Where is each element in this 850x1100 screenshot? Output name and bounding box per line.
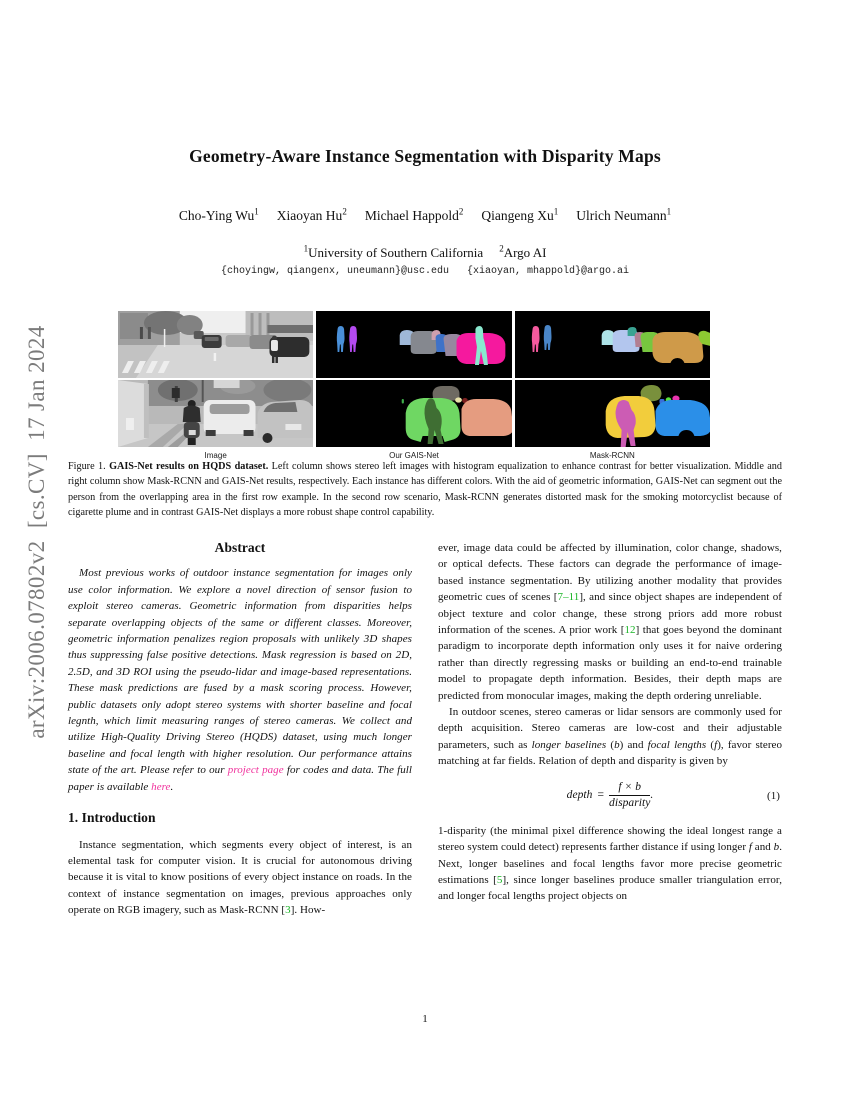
right-paragraph-3 xyxy=(438,823,782,905)
abstract-text: Most previous works of outdoor instance segmentation for images only use color information. We explore a novel direction of sensor fusion to exploit stereo cameras. Geometric information from disparities helps separate overlapping objects of the same or different classes. Moreover, geometric information penalizes region proposals with unlikely 3D shapes thus suppressing false positive detections. Mask regression is based on 2D, 2.5D, and 3D ROI using the pseudo-lidar and image-based representations. These mask predictions are fused by a mask scoring process. However, public datasets only adopt stereo systems with shorter baseline and focal legnth, which limit measuring ranges of stereo cameras. We collect and utilize High-Quality Driving Stereo (HQDS) dataset, using much longer baseline and focal length with higher resolution. Our performance attains state of the art. Please refer to our xyxy=(68,567,412,777)
gaisnet-masks-row2 xyxy=(316,380,511,447)
left-column xyxy=(68,540,412,919)
right-paragraph-1 xyxy=(438,540,782,704)
equation-number: (1) xyxy=(767,789,780,802)
math-var-f: f xyxy=(714,738,718,751)
introduction-paragraph xyxy=(68,837,412,919)
emphasis-focal-lengths: focal lengths xyxy=(647,738,707,751)
maskrcnn-masks-row2 xyxy=(515,380,710,447)
math-var-b: b xyxy=(614,738,620,751)
car-mask xyxy=(655,400,710,436)
arxiv-watermark: arXiv:2006.07802v2 [cs.CV] 17 Jan 2024 xyxy=(24,325,49,739)
fraction-numerator: f × b xyxy=(609,781,650,796)
body-text: ], and since object shapes are independent of object texture and color change, these strong priors add more robust information of the scenes. A prior work [ xyxy=(438,591,783,637)
author-name: Xiaoyan Hu xyxy=(276,208,343,223)
body-text: . Next, longer baselines and focal lengths favor more precise geometric estimations [ xyxy=(438,841,783,886)
intro-text: ]. How- xyxy=(290,904,326,917)
abstract-heading: Abstract xyxy=(214,540,266,555)
email-usc: {choyingw, qiangenx, uneumann}@usc.edu xyxy=(220,266,449,277)
caption-bold: GAIS-Net results on HQDS dataset. xyxy=(109,461,269,472)
here-link[interactable]: here xyxy=(151,780,171,793)
email-line xyxy=(0,266,850,277)
author-name: Michael Happold xyxy=(364,208,459,223)
author xyxy=(365,208,464,223)
body-text: 1-disparity (the minimal pixel difference showing the ideal longest range a stereo system could detect) represents farther distance if using longer xyxy=(438,824,782,854)
figure-caption xyxy=(68,459,782,521)
author-affiliation-sup: 1 xyxy=(254,206,259,217)
affiliation-sup: 2 xyxy=(499,243,504,254)
author-name: Qiangeng Xu xyxy=(481,208,554,223)
affiliation-sup: 1 xyxy=(303,243,309,254)
object-mask xyxy=(455,397,462,402)
project-page-link[interactable]: project page xyxy=(227,764,284,777)
affiliation xyxy=(499,245,546,260)
right-column xyxy=(438,540,782,905)
figure-column-label-image: Image xyxy=(204,451,227,460)
equation-body xyxy=(567,781,654,810)
author-name: Cho-Ying Wu xyxy=(178,208,255,223)
fraction xyxy=(609,781,650,810)
caption-body: Left column shows stereo left images with histogram equalization to enhance contrast for better visualization. Middle and right column show Mask-RCNN and GAIS-Net results, respectively. Each instance has different colors. With the aid of geometric information, GAIS-Net can segment out the person from the overlapping area in the first row example. In the second row scenario, Mask-RCNN generates distorted mask for the smoking motorcyclist because of cigarette plume and in contrast GAIS-Net displays a more robust shape control capability. xyxy=(68,461,782,519)
author xyxy=(576,208,671,223)
equation-period: . xyxy=(650,789,654,802)
abstract-text: for codes and data. The full paper is available xyxy=(68,764,413,793)
author-affiliation-sup: 1 xyxy=(553,206,559,217)
maskrcnn-mask-row2 xyxy=(515,380,710,447)
body-text: ) and xyxy=(619,738,648,751)
affiliation-line xyxy=(0,245,850,261)
author-name: Ulrich Neumann xyxy=(576,208,667,223)
author xyxy=(481,208,558,223)
citation-5[interactable]: 5 xyxy=(496,873,503,886)
author-affiliation-sup: 2 xyxy=(342,206,347,217)
page-number: 1 xyxy=(422,1013,428,1025)
citation-12[interactable]: 12 xyxy=(624,624,636,637)
pedestrian-photo xyxy=(272,336,277,341)
caption-prefix: Figure 1. xyxy=(68,461,110,472)
affiliation-name: Argo AI xyxy=(503,245,547,260)
body-text: and xyxy=(752,841,774,854)
email-argo: {xiaoyan, mhappold}@argo.ai xyxy=(467,266,630,277)
body-text: ], since longer baselines produce smaller triangulation error, and longer focal lengths project objects on xyxy=(438,873,783,903)
abstract-paragraph xyxy=(68,565,412,795)
street-scene-row1 xyxy=(118,311,313,378)
author xyxy=(179,208,259,223)
photo-street-row1 xyxy=(118,311,313,378)
equals-sign: = xyxy=(597,789,605,802)
author-affiliation-sup: 1 xyxy=(666,206,672,217)
right-paragraph-2 xyxy=(438,704,782,770)
math-var-f: f xyxy=(748,841,752,854)
body-text: ( xyxy=(706,738,715,751)
citation-3[interactable]: 3 xyxy=(285,904,291,917)
body-text: ever, image data could be affected by illumination, color change, shadows, or optical defects. These factors can degrade the performance of image-based instance segmentation. By utilizing another modality that provides geometric cues of scenes [ xyxy=(438,542,782,604)
gaisnet-masks-row1 xyxy=(316,311,511,378)
introduction-heading: 1. Introduction xyxy=(68,810,156,826)
page-title: Geometry-Aware Instance Segmentation with Disparity Maps xyxy=(189,146,661,166)
maskrcnn-mask-row1 xyxy=(515,311,710,378)
body-text: ), favor stereo matching at far fields. Relation of depth and disparity is given by xyxy=(438,738,783,768)
car-mask xyxy=(462,399,512,436)
author-affiliation-sup: 2 xyxy=(458,206,464,217)
figure-column-label-gaisnet: Our GAIS-Net xyxy=(389,451,439,460)
intro-text: Instance segmentation, which segments every object of interest, is an elemental task for computer vision. It is crucial for autonomous driving because it is vital to know positions of every object instance on roads. In the context of instance segmentation on images, previous approaches only operate on RGB imagery, such as Mask-RCNN [ xyxy=(68,838,412,917)
body-text: ] that goes beyond the dominant paradigm to incorporate depth information only uses it for naive ordering rather than directly regressing masks or building an end-to-end trainable model to propagate depth information. Besides, their depth maps are predicted from monocular images, making the depth ordering unreliable. xyxy=(438,624,782,702)
author xyxy=(277,208,347,223)
equation-lhs: depth xyxy=(566,789,593,802)
photo-street-row2 xyxy=(118,380,313,447)
fraction-denominator: disparity xyxy=(609,797,651,810)
maskrcnn-masks-row1 xyxy=(515,311,710,378)
affiliation xyxy=(304,245,484,260)
object-mask xyxy=(402,399,404,404)
body-text: In outdoor scenes, stereo cameras or lidar sensors are commonly used for depth acquisition. Stereo cameras are low-cost and their adjustable parameters, such as xyxy=(438,706,782,751)
figure-column-label-maskrcnn: Mask-RCNN xyxy=(589,451,635,460)
abstract-text: . xyxy=(170,780,174,793)
citation-7-11[interactable]: 7–11 xyxy=(557,591,580,604)
equation-1 xyxy=(438,779,782,813)
author-line xyxy=(0,208,850,224)
figure-1 xyxy=(118,311,710,462)
body-text: ( xyxy=(606,738,615,751)
affiliation-name: University of Southern California xyxy=(308,245,484,260)
street-scene-row2 xyxy=(118,380,313,447)
gaisnet-mask-row2 xyxy=(316,380,511,447)
emphasis-longer-baselines: longer baselines xyxy=(531,738,607,751)
gaisnet-mask-row1 xyxy=(316,311,511,378)
math-var-b: b xyxy=(773,841,780,854)
